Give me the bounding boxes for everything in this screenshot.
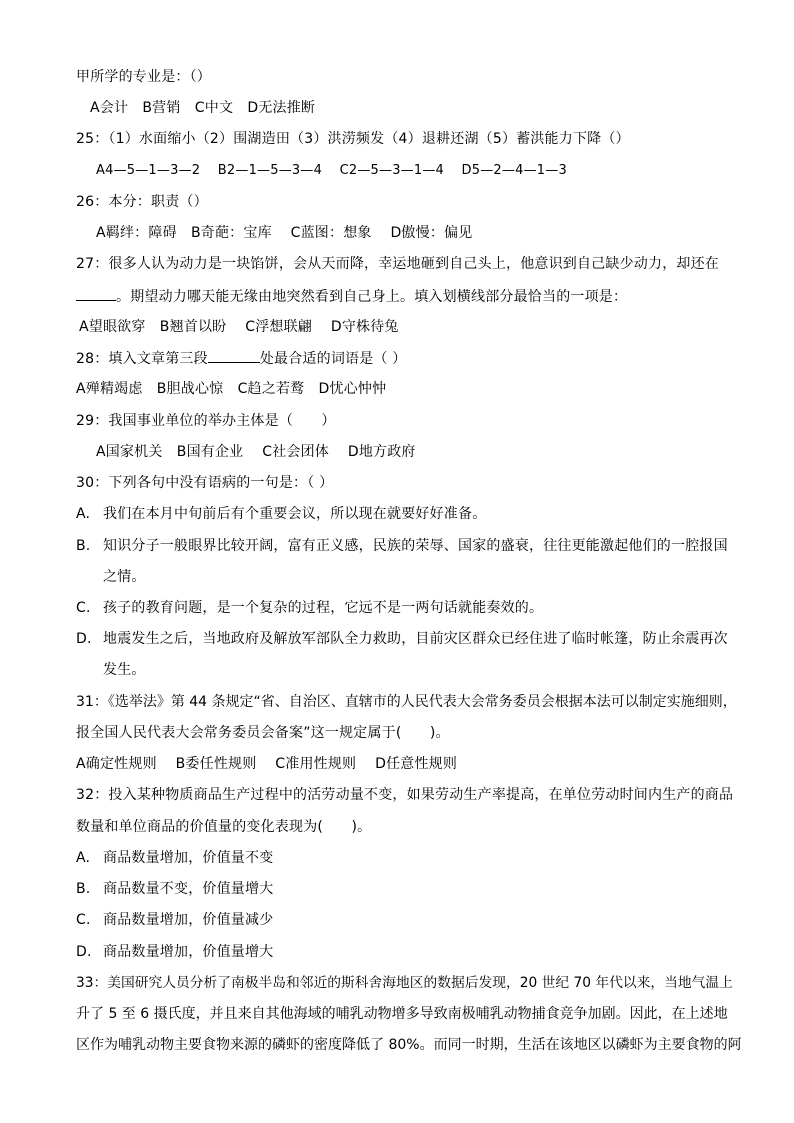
q31-stem-line1: 31：《选举法》第 44 条规定“省、自治区、直辖市的人民代表大会常务委员会根据本法可以制定实施细则， <box>76 694 737 710</box>
q27-stem-line1: 27：很多人认为动力是一块馅饼，会从天而降，幸运地砸到自己头上，他意识到自己缺少动力，却还在 <box>76 256 720 272</box>
q32-option-c <box>76 911 273 929</box>
q33-stem-line1: 33：美国研究人员分析了南极半岛和邻近的斯科舍海地区的数据后发现，20 世纪 70 年代以来，当地气温上 <box>76 975 733 991</box>
q31-options: A确定性规则 B委任性规则 C准用性规则 D任意性规则 <box>76 756 458 772</box>
q28-stem <box>76 349 406 368</box>
q28-stem-post: 处最合适的词语是（ ） <box>259 351 407 367</box>
option-text: 我们在本月中旬前后有个重要会议，所以现在就要好好准备。 <box>103 506 487 522</box>
q30-stem: 30：下列各句中没有语病的一句是：（ ） <box>76 475 334 491</box>
option-label: A. <box>76 506 91 522</box>
q27-stem-line2-text: 。期望动力哪天能无缘由地突然看到自己身上。填入划横线部分最恰当的一项是： <box>116 289 628 305</box>
option-label: D. <box>76 944 92 960</box>
option-label: D. <box>76 631 92 647</box>
option-text: 商品数量不变，价值量增大 <box>103 881 274 897</box>
q27-blank <box>76 287 116 301</box>
option-text: 商品数量增加，价值量不变 <box>103 850 274 866</box>
option-label: C. <box>76 912 91 928</box>
q24-stem-tail: 甲所学的专业是：（） <box>76 69 211 85</box>
option-text: 孩子的教育问题，是一个复杂的过程，它远不是一两句话就能奏效的。 <box>103 600 544 616</box>
q25-stem: 25：（1）水面缩小（2）围湖造田（3）洪涝频发（4）退耕还湖（5）蓄洪能力下降（） <box>76 131 630 147</box>
q30-option-c <box>76 599 543 617</box>
q30-option-a <box>76 505 486 523</box>
q30-option-b <box>76 537 728 555</box>
q27-options: A望眼欲穿 B翘首以盼 C浮想联翩 D守株待兔 <box>79 319 399 335</box>
q28-stem-pre: 28：填入文章第三段 <box>76 351 208 367</box>
option-text: 地震发生之后，当地政府及解放军部队全力救助，目前灾区群众已经住进了临时帐篷，防止余震再次 <box>103 631 728 647</box>
q25-options: A4—5—1—3—2 B2—1—5—3—4 C2—5—3—1—4 D5—2—4—1—3 <box>96 163 567 178</box>
q28-blank <box>208 349 260 363</box>
q24-options: A会计 B营销 C中文 D无法推断 <box>90 100 316 116</box>
option-label: B. <box>76 881 91 897</box>
q27-stem-line2 <box>76 287 627 306</box>
q30-option-b-cont: 之情。 <box>103 569 146 585</box>
q32-option-b <box>76 880 273 898</box>
q30-option-d <box>76 630 728 648</box>
option-text: 知识分子一般眼界比较开阔，富有正义感，民族的荣辱、国家的盛衰，往往更能激起他们的一腔报国 <box>103 538 728 554</box>
option-text: 商品数量增加，价值量增大 <box>103 944 274 960</box>
option-label: B. <box>76 538 91 554</box>
q31-stem-line2: 报全国人民代表大会常务委员会备案”这一规定属于( )。 <box>76 725 450 741</box>
option-label: C. <box>76 600 91 616</box>
q26-stem: 26：本分：职责（） <box>76 194 208 210</box>
option-label: A. <box>76 850 91 866</box>
q30-option-d-cont: 发生。 <box>103 662 146 678</box>
q29-options: A国家机关 B国有企业 C社会团体 D地方政府 <box>96 444 416 460</box>
q33-stem-line3: 区作为哺乳动物主要食物来源的磷虾的密度降低了 80%。而同一时期，生活在该地区以磷虾为主要食物的阿 <box>76 1037 742 1053</box>
q32-stem-line2: 数量和单位商品的价值量的变化表现为( )。 <box>76 819 372 835</box>
q29-stem: 29：我国事业单位的举办主体是（ ） <box>76 413 336 429</box>
option-text: 商品数量增加，价值量减少 <box>103 912 274 928</box>
q32-option-a <box>76 849 273 867</box>
q33-stem-line2: 升了 5 至 6 摄氏度，并且来自其他海域的哺乳动物增多导致南极哺乳动物捕食竞争加剧。因此，在上述地 <box>76 1006 728 1022</box>
q28-options: A殚精竭虑 B胆战心惊 C趋之若鹜 D忧心忡忡 <box>76 381 387 397</box>
q26-options: A羁绊：障碍 B奇葩：宝库 C蓝图：想象 D傲慢：偏见 <box>96 225 473 241</box>
q32-option-d <box>76 943 273 961</box>
q32-stem-line1: 32：投入某种物质商品生产过程中的活劳动量不变，如果劳动生产率提高，在单位劳动时间内生产的商品 <box>76 787 734 803</box>
